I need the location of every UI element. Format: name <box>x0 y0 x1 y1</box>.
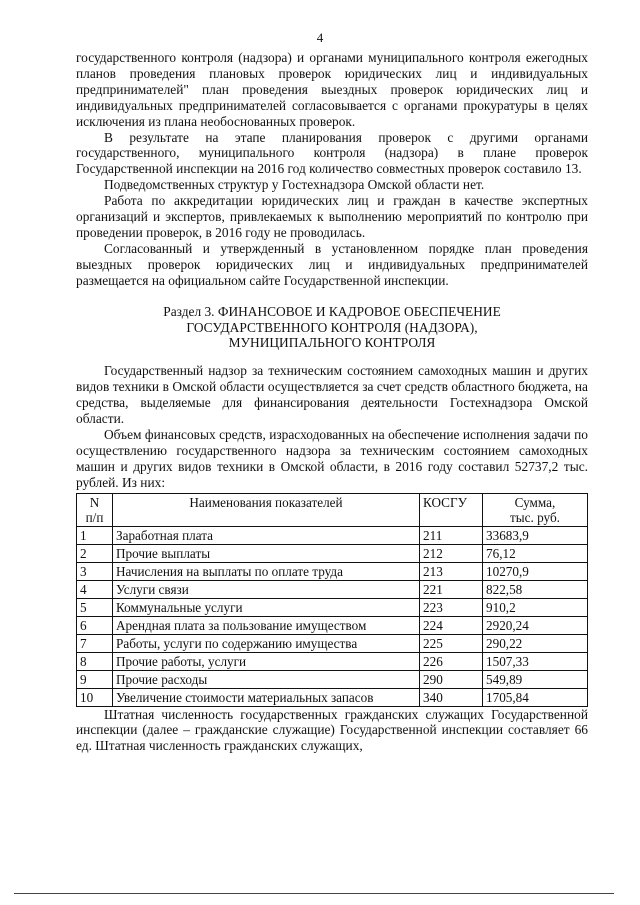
section-heading-line-1: Раздел 3. ФИНАНСОВОЕ И КАДРОВОЕ ОБЕСПЕЧЕНИЕ <box>163 303 501 319</box>
cell-kosgu: 226 <box>420 652 483 670</box>
header-kosgu: КОСГУ <box>420 493 483 526</box>
cell-kosgu: 340 <box>420 688 483 706</box>
table-row <box>77 598 588 616</box>
cell-sum: 76,12 <box>483 544 588 562</box>
financial-table <box>76 493 588 707</box>
footer-rule <box>14 893 614 894</box>
paragraph: В результате на этапе планирования проверок с другими органами государственного, муниципального контроля (надзора) в плане проверок Государственной инспекции на 2016 год количество совместных проверок составило 13. <box>76 129 588 177</box>
table-row <box>77 544 588 562</box>
document-body <box>76 50 588 754</box>
cell-kosgu: 290 <box>420 670 483 688</box>
section-heading <box>76 304 588 352</box>
header-n <box>77 493 113 526</box>
table-row <box>77 634 588 652</box>
cell-n: 3 <box>77 562 113 580</box>
header-name: Наименования показателей <box>113 493 420 526</box>
cell-kosgu: 223 <box>420 598 483 616</box>
cell-sum: 910,2 <box>483 598 588 616</box>
paragraphs-before <box>76 50 588 289</box>
cell-name: Увеличение стоимости материальных запасов <box>113 688 420 706</box>
cell-name: Коммунальные услуги <box>113 598 420 616</box>
cell-sum: 33683,9 <box>483 526 588 544</box>
paragraph: Подведомственных структур у Гостехнадзора Омской области нет. <box>104 177 485 193</box>
paragraph: Работа по аккредитации юридических лиц и граждан в качестве экспертных организаций и экспертов, привлекаемых к выполнению мероприятий по контролю при проведении проверок, в 2016 году не проводилась. <box>76 193 588 240</box>
cell-sum: 822,58 <box>483 580 588 598</box>
cell-kosgu: 221 <box>420 580 483 598</box>
cell-sum: 10270,9 <box>483 562 588 580</box>
cell-kosgu: 212 <box>420 544 483 562</box>
cell-n: 1 <box>77 526 113 544</box>
table-row <box>77 652 588 670</box>
cell-n: 8 <box>77 652 113 670</box>
table-row <box>77 670 588 688</box>
table-row <box>77 562 588 580</box>
cell-sum: 1507,33 <box>483 652 588 670</box>
cell-name: Работы, услуги по содержанию имущества <box>113 634 420 652</box>
header-n-line2: п/п <box>85 509 104 525</box>
cell-n: 6 <box>77 616 113 634</box>
cell-name: Прочие выплаты <box>113 544 420 562</box>
cell-kosgu: 211 <box>420 526 483 544</box>
cell-n: 4 <box>77 580 113 598</box>
cell-n: 2 <box>77 544 113 562</box>
cell-name: Услуги связи <box>113 580 420 598</box>
cell-kosgu: 224 <box>420 616 483 634</box>
cell-n: 7 <box>77 634 113 652</box>
cell-n: 9 <box>77 670 113 688</box>
table-row <box>77 616 588 634</box>
cell-name: Арендная плата за пользование имуществом <box>113 616 420 634</box>
cell-n: 5 <box>77 598 113 616</box>
paragraph: Согласованный и утвержденный в установленном порядке план проведения выездных проверок юридических лиц и индивидуальных предпринимателей размещается на официальном сайте Государственной инспекции. <box>76 240 588 288</box>
paragraph-staffing: Штатная численность государственных гражданских служащих Государственной инспекции (далее – гражданские служащие) Государственной инспекции составляет 66 ед. Штатная численность гражданских служащих, <box>76 706 588 754</box>
cell-kosgu: 225 <box>420 634 483 652</box>
paragraph-financing: Государственный надзор за техническим состоянием самоходных машин и других видов техники в Омской области осуществляется за счет средств областного бюджета, на средства, выделяемые для финансирования деятельности Гостехнадзора Омской области. <box>76 363 588 427</box>
cell-sum: 2920,24 <box>483 616 588 634</box>
paragraph-expenditure: Объем финансовых средств, израсходованных на обеспечение исполнения задачи по осуществлению государственного надзора за техническим состоянием самоходных машин и других видов техники в Омской области, в 2016 году составил 52737,2 тыс. рублей. Из них: <box>76 426 588 490</box>
cell-name: Прочие работы, услуги <box>113 652 420 670</box>
page-number: 4 <box>316 30 324 45</box>
section-heading-line-2: ГОСУДАРСТВЕННОГО КОНТРОЛЯ (НАДЗОРА), <box>186 319 478 335</box>
cell-name: Прочие расходы <box>113 670 420 688</box>
table-row <box>77 580 588 598</box>
paragraph: государственного контроля (надзора) и органами муниципального контроля ежегодных планов проведения плановых проверок юридических лиц и индивидуальных предпринимателей" план проведения выездных проверок юридических лиц и индивидуальных предпринимателей согласовывается с органами прокуратуры в целях исключения из плана необоснованных проверок. <box>76 50 588 129</box>
cell-sum: 549,89 <box>483 670 588 688</box>
section-heading-line-3: МУНИЦИПАЛЬНОГО КОНТРОЛЯ <box>228 335 436 351</box>
cell-n: 10 <box>77 688 113 706</box>
table-row <box>77 526 588 544</box>
header-sum-line1: Сумма, <box>514 494 556 510</box>
table-header-row <box>77 493 588 526</box>
header-n-line1: N <box>89 494 100 510</box>
header-sum-line2: тыс. руб. <box>510 509 560 525</box>
cell-sum: 290,22 <box>483 634 588 652</box>
cell-kosgu: 213 <box>420 562 483 580</box>
table-body <box>77 526 588 706</box>
header-sum <box>483 493 588 526</box>
cell-name: Заработная плата <box>113 526 420 544</box>
table-row <box>77 688 588 706</box>
cell-sum: 1705,84 <box>483 688 588 706</box>
cell-name: Начисления на выплаты по оплате труда <box>113 562 420 580</box>
